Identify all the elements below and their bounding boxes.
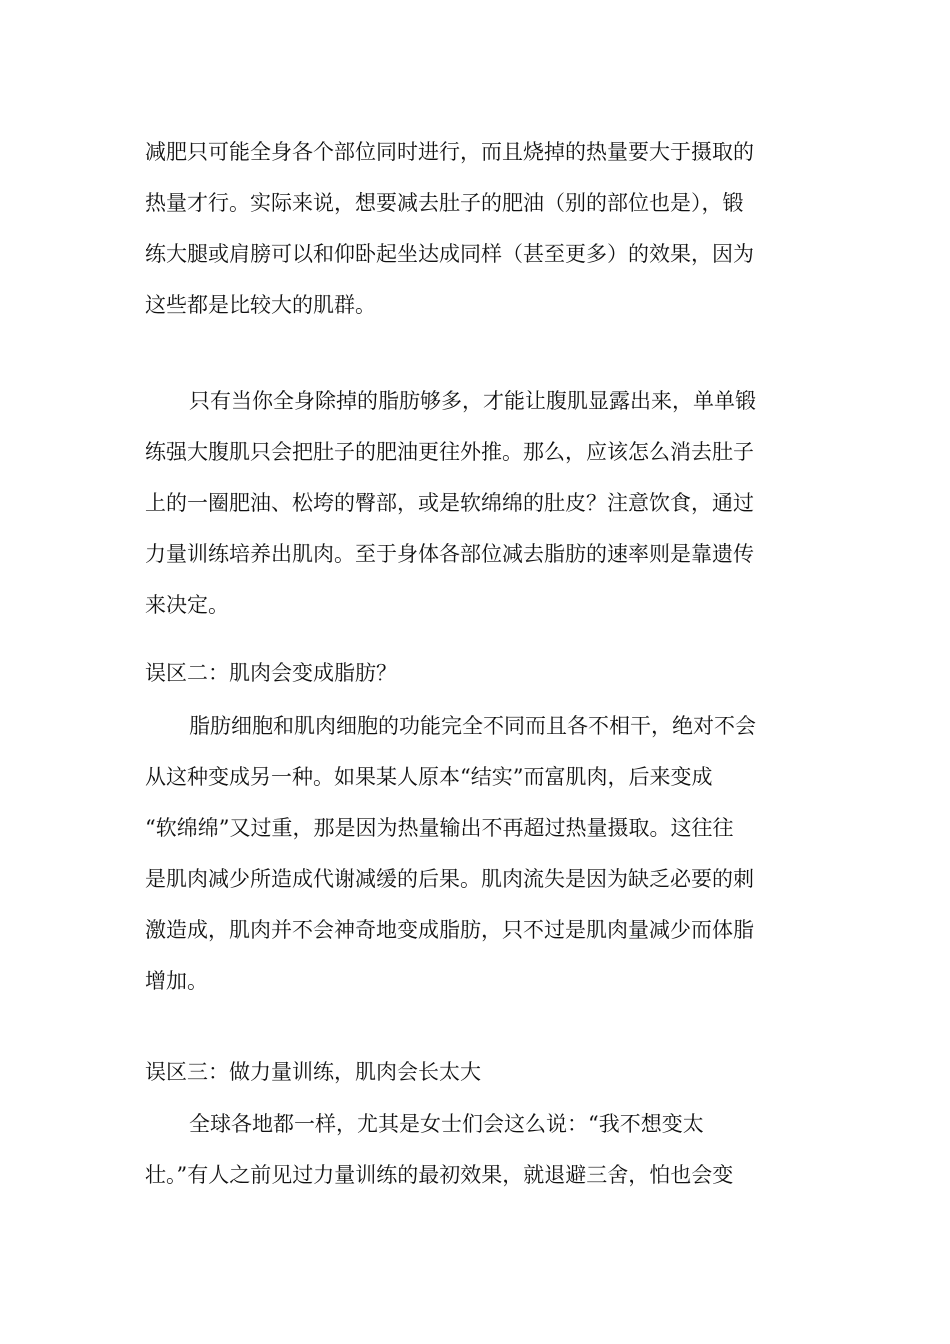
paragraph-line: 增加。 xyxy=(145,969,208,993)
paragraph-line: 上的一圈肥油、松垮的臀部，或是软绵绵的肚皮？注意饮食，通过 xyxy=(145,491,754,515)
paragraph-line: 这些都是比较大的肌群。 xyxy=(145,293,376,317)
paragraph-line: 脂肪细胞和肌肉细胞的功能完全不同而且各不相干，绝对不会 xyxy=(189,714,756,738)
section-heading-myth-2: 误区二：肌肉会变成脂肪？ xyxy=(145,661,397,685)
section-heading-myth-3: 误区三：做力量训练，肌肉会长太大 xyxy=(145,1060,481,1084)
paragraph-line: 练大腿或肩膀可以和仰卧起坐达成同样（甚至更多）的效果，因为 xyxy=(145,242,754,266)
paragraph-line: 练强大腹肌只会把肚子的肥油更往外推。那么，应该怎么消去肚子 xyxy=(145,440,754,464)
paragraph-line: 减肥只可能全身各个部位同时进行，而且烧掉的热量要大于摄取的 xyxy=(145,140,754,164)
paragraph-line: 全球各地都一样，尤其是女士们会这么说：“我不想变太 xyxy=(189,1112,704,1136)
paragraph-line: 激造成，肌肉并不会神奇地变成脂肪，只不过是肌肉量减少而体脂 xyxy=(145,918,754,942)
paragraph-line: 来决定。 xyxy=(145,593,229,617)
paragraph-1 xyxy=(145,127,805,331)
paragraph-4 xyxy=(145,1099,805,1201)
paragraph-3 xyxy=(145,701,805,1007)
paragraph-line: 从这种变成另一种。如果某人原本“结实”而富肌肉，后来变成 xyxy=(145,765,713,789)
paragraph-line: 力量训练培养出肌肉。至于身体各部位减去脂肪的速率则是靠遗传 xyxy=(145,542,754,566)
paragraph-line: 只有当你全身除掉的脂肪够多，才能让腹肌显露出来，单单锻 xyxy=(189,389,756,413)
paragraph-line: 热量才行。实际来说，想要减去肚子的肥油（别的部位也是），锻 xyxy=(145,191,744,215)
paragraph-line: 是肌肉减少所造成代谢减缓的后果。肌肉流失是因为缺乏必要的刺 xyxy=(145,867,754,891)
paragraph-2 xyxy=(145,376,805,631)
paragraph-line: “软绵绵”又过重，那是因为热量输出不再超过热量摄取。这往往 xyxy=(145,816,734,840)
paragraph-line: 壮。”有人之前见过力量训练的最初效果，就退避三舍，怕也会变 xyxy=(145,1163,734,1187)
